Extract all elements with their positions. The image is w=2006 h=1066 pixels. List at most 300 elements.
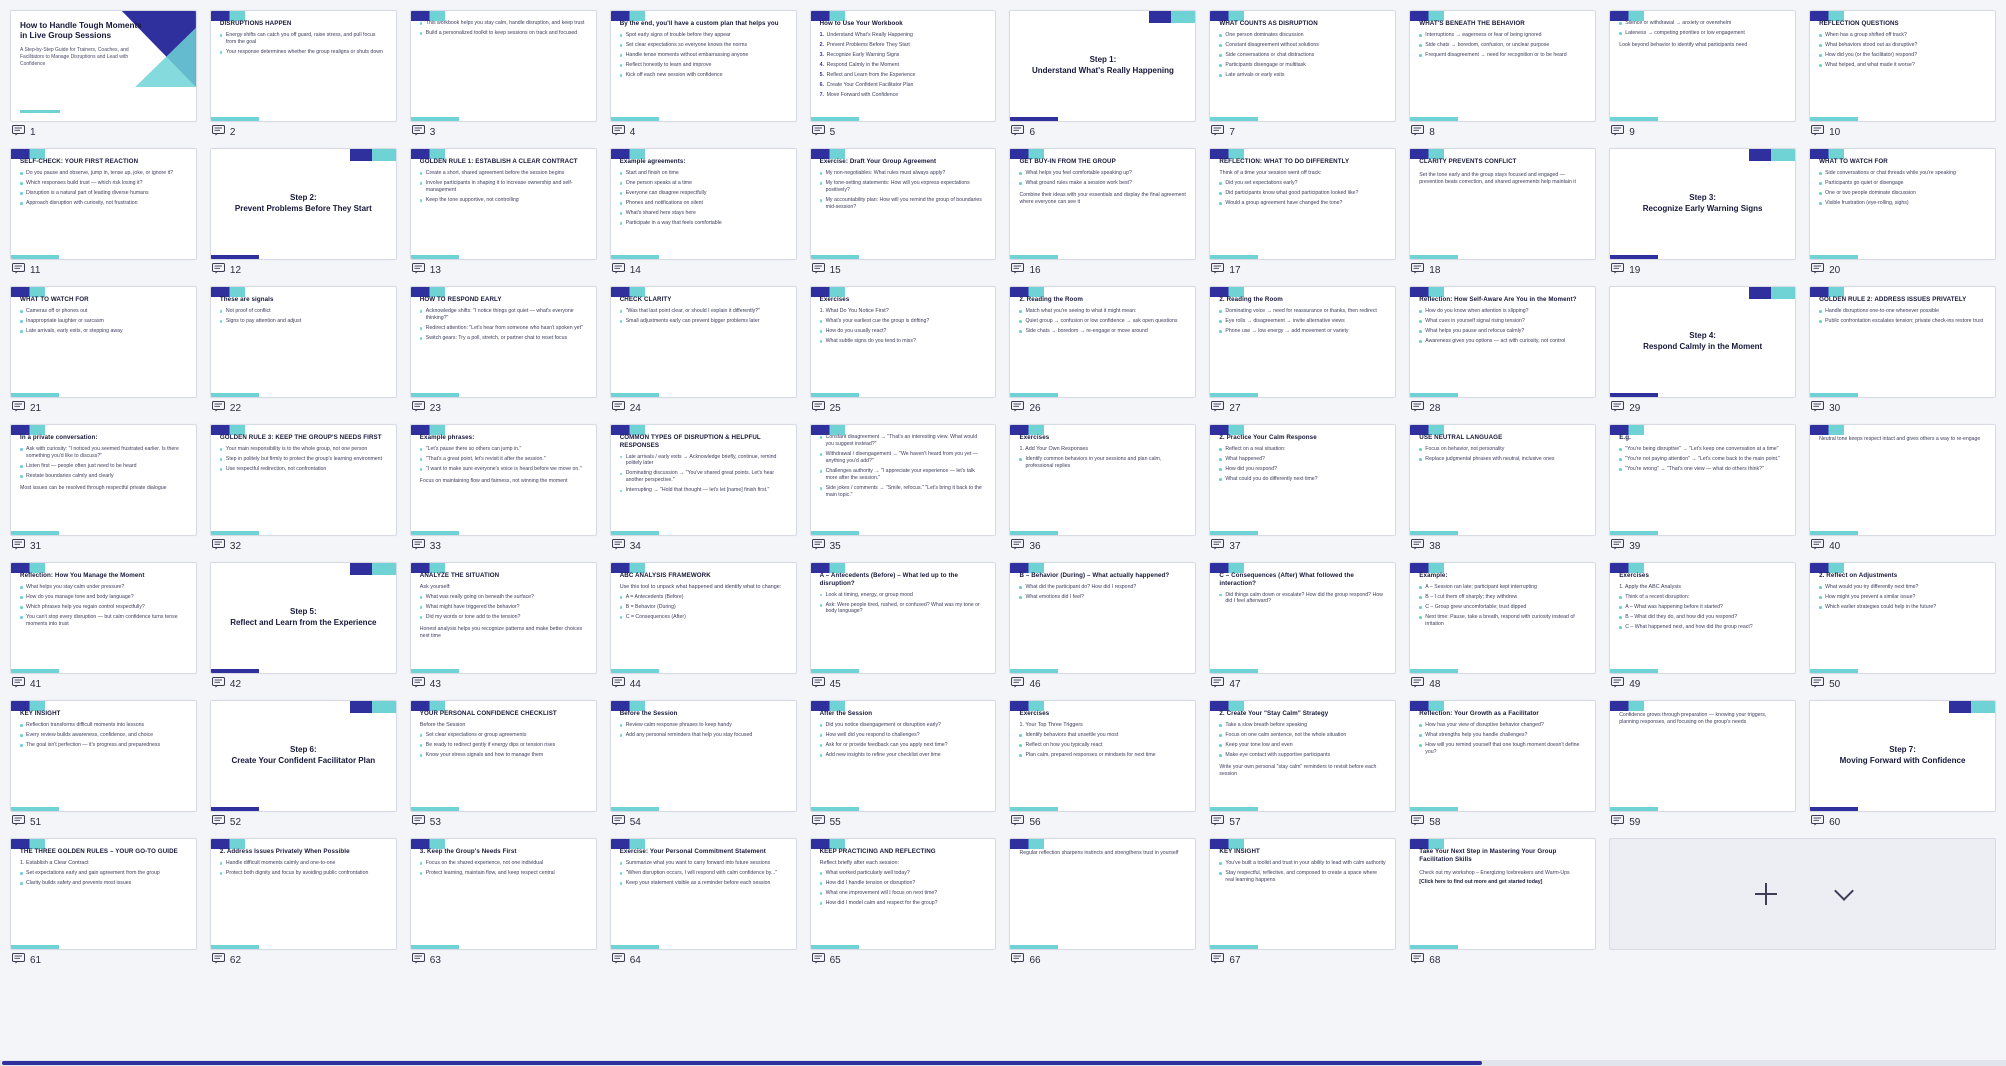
slide-thumbnail[interactable] (1409, 10, 1596, 122)
slide-cell[interactable] (410, 424, 597, 558)
slide-number: 24 (629, 402, 641, 414)
slide-cell[interactable] (1209, 838, 1396, 972)
slide-meta (210, 122, 397, 144)
comment-icon[interactable] (1811, 813, 1824, 831)
slide-title: HOW TO RESPOND EARLY (419, 296, 502, 303)
slide-cell[interactable] (210, 700, 397, 834)
slide-cell[interactable] (10, 10, 197, 144)
slide-thumbnail[interactable] (1209, 424, 1396, 536)
slide-thumbnail[interactable] (1609, 10, 1796, 122)
comment-icon[interactable] (1011, 813, 1024, 831)
slide-number: 43 (429, 678, 441, 690)
slide-meta (1809, 122, 1996, 144)
slide-meta (1809, 260, 1996, 282)
slide-thumbnail[interactable] (410, 148, 597, 260)
bullet-item: What behaviors stood out as disruptive? (1819, 42, 1986, 49)
bullet-item: Focus on behavior, not personality (1419, 446, 1586, 453)
slide-thumbnail[interactable] (1409, 838, 1596, 950)
slide-number: 63 (429, 954, 441, 966)
slide-cell[interactable] (810, 700, 997, 834)
slide-thumbnail[interactable] (610, 10, 797, 122)
slide-thumbnail[interactable] (610, 424, 797, 536)
comment-icon[interactable] (1411, 951, 1424, 969)
slide-subtitle: 1. Add Your Own Responses (1019, 445, 1089, 452)
slide-cell[interactable] (210, 148, 397, 282)
slide-thumbnail[interactable] (1009, 838, 1196, 950)
slide-cell[interactable] (1609, 700, 1796, 834)
slide-cell[interactable] (210, 838, 397, 972)
slide-cell[interactable] (610, 838, 797, 972)
bullet-item: Build a personalized toolkit to keep sessions on track and focused (420, 30, 587, 37)
bullet-item: Recognize Early Warning Signs (826, 51, 900, 58)
slide-thumbnail[interactable] (1409, 424, 1596, 536)
comment-icon[interactable] (1611, 261, 1624, 279)
slide-cell[interactable] (1009, 700, 1196, 834)
slide-thumbnail[interactable] (210, 10, 397, 122)
comment-icon[interactable] (1011, 675, 1024, 693)
comment-icon[interactable] (1211, 813, 1224, 831)
slide-cell[interactable] (1809, 700, 1996, 834)
bullet-item: Listen first — people often just need to be heard (20, 463, 187, 470)
comment-icon[interactable] (1811, 123, 1824, 141)
slide-cell[interactable] (610, 286, 797, 420)
slide-title: USE NEUTRAL LANGUAGE (1419, 434, 1503, 441)
scrollbar-thumb[interactable] (2, 1061, 1482, 1065)
comment-icon[interactable] (612, 951, 625, 969)
accent-bar (611, 117, 659, 121)
comment-icon[interactable] (1011, 537, 1024, 555)
slide-thumbnail[interactable] (810, 286, 997, 398)
comment-icon[interactable] (1811, 261, 1824, 279)
slide-thumbnail[interactable] (1409, 700, 1596, 812)
bullet-list (420, 20, 587, 40)
slide-cell[interactable] (610, 562, 797, 696)
slide-cell[interactable] (1809, 424, 1996, 558)
bullet-item: "I want to make sure everyone's voice is heard before we move on." (420, 466, 587, 473)
slide-title: 2. Reading the Room (1219, 296, 1283, 303)
slide-title: KEY INSIGHT (1219, 848, 1260, 855)
slide-thumbnail[interactable] (10, 562, 197, 674)
slide-thumbnail[interactable] (410, 562, 597, 674)
chevron-down-icon[interactable] (1834, 881, 1854, 901)
slide-thumbnail[interactable] (410, 286, 597, 398)
slide-note: Check out my workshop – Energizing Icebreakers and Warm-Ups (1419, 869, 1570, 876)
comment-icon[interactable] (812, 399, 825, 417)
comment-icon[interactable] (1811, 675, 1824, 693)
bullet-item: What one improvement will I focus on next time? (820, 890, 987, 897)
slide-cell[interactable] (1209, 10, 1396, 144)
slide-thumbnail[interactable] (10, 424, 197, 536)
slide-thumbnail[interactable] (1609, 286, 1796, 398)
bullet-item: Your main responsibility is to the whole group, not one person (220, 446, 387, 453)
slide-cell[interactable] (10, 700, 197, 834)
slide-cell[interactable] (1409, 286, 1596, 420)
slide-cell[interactable] (410, 286, 597, 420)
slide-number: 9 (1629, 126, 1635, 138)
comment-icon[interactable] (812, 951, 825, 969)
slide-thumbnail[interactable] (1209, 838, 1396, 950)
slide-cell[interactable] (210, 424, 397, 558)
comment-icon[interactable] (612, 537, 625, 555)
slide-title: KEY INSIGHT (20, 710, 61, 717)
comment-icon[interactable] (412, 399, 425, 417)
slide-grid (10, 10, 1996, 972)
slide-thumbnail[interactable] (1409, 286, 1596, 398)
comment-icon[interactable] (1211, 951, 1224, 969)
slide-cell[interactable] (1609, 10, 1796, 144)
bullet-list (420, 732, 587, 762)
comment-icon[interactable] (1611, 123, 1624, 141)
bullet-item: Lateness → competing priorities or low engagement (1619, 30, 1786, 37)
comment-icon[interactable] (12, 399, 25, 417)
slide-thumbnail[interactable] (1809, 286, 1996, 398)
slide-cell[interactable] (410, 148, 597, 282)
accent-bar (811, 531, 859, 535)
comment-icon[interactable] (1611, 537, 1624, 555)
accent-bar (1610, 807, 1658, 811)
slide-cell[interactable] (1809, 148, 1996, 282)
comment-icon[interactable] (412, 537, 425, 555)
bullet-item: Small adjustments early can prevent bigger problems later (620, 318, 787, 325)
comment-icon[interactable] (1011, 261, 1024, 279)
comment-icon[interactable] (12, 123, 25, 141)
add-slide-button[interactable] (1609, 838, 1996, 950)
slide-cell[interactable] (410, 10, 597, 144)
slide-thumbnail[interactable] (1209, 700, 1396, 812)
accent-bar (1810, 807, 1858, 811)
slide-number: 59 (1629, 816, 1641, 828)
slide-thumbnail[interactable] (1009, 424, 1196, 536)
slide-thumbnail[interactable] (1809, 700, 1996, 812)
comment-icon[interactable] (212, 399, 225, 417)
bullet-item: Participants go quiet or disengage (1819, 180, 1986, 187)
slide-thumbnail[interactable] (1809, 424, 1996, 536)
comment-icon[interactable] (1611, 813, 1624, 831)
comment-icon[interactable] (12, 951, 25, 969)
slide-cell[interactable] (410, 700, 597, 834)
comment-icon[interactable] (1211, 399, 1224, 417)
bullet-item: "That's a great point, let's revisit it after the session." (420, 456, 587, 463)
slide-cell[interactable] (810, 562, 997, 696)
slide-cell[interactable] (10, 562, 197, 696)
slide-thumbnail[interactable] (1009, 286, 1196, 398)
slide-number: 13 (429, 264, 441, 276)
slide-thumbnail[interactable] (210, 424, 397, 536)
comment-icon[interactable] (1811, 399, 1824, 417)
slide-cell[interactable] (1009, 286, 1196, 420)
comment-icon[interactable] (12, 537, 25, 555)
slide-meta (210, 536, 397, 558)
comment-icon[interactable] (412, 813, 425, 831)
comment-icon[interactable] (1411, 261, 1424, 279)
slide-cell[interactable] (1009, 10, 1196, 144)
bullet-list (1019, 732, 1186, 762)
bullet-item: Set clear expectations or group agreements (420, 732, 587, 739)
slide-meta (1009, 812, 1196, 834)
slide-thumbnail[interactable] (610, 286, 797, 398)
slide-thumbnail[interactable] (1409, 562, 1596, 674)
slide-thumbnail[interactable] (1609, 148, 1796, 260)
slide-cell[interactable] (810, 424, 997, 558)
slide-cell[interactable] (1809, 562, 1996, 696)
slide-thumbnail[interactable] (1209, 562, 1396, 674)
comment-icon[interactable] (1811, 537, 1824, 555)
slide-title: Exercises (1019, 434, 1050, 441)
comment-icon[interactable] (1011, 123, 1024, 141)
bullet-item: Protect learning, maintain flow, and keep respect central (420, 870, 587, 877)
comment-icon[interactable] (612, 813, 625, 831)
comment-icon[interactable] (612, 675, 625, 693)
accent-bar (1010, 117, 1058, 121)
comment-icon[interactable] (212, 537, 225, 555)
bullet-item: Did participants know what good participation looked like? (1219, 190, 1386, 197)
bullet-item: Not proof of conflict (220, 308, 387, 315)
slide-thumbnail[interactable] (1209, 10, 1396, 122)
slide-cell[interactable] (810, 10, 997, 144)
slide-cell[interactable] (10, 286, 197, 420)
slide-thumbnail[interactable] (1009, 700, 1196, 812)
slide-number: 2 (229, 126, 236, 138)
slide-thumbnail[interactable] (10, 148, 197, 260)
slide-cell[interactable] (610, 424, 797, 558)
slide-cell[interactable] (1409, 838, 1596, 972)
slide-number: 25 (829, 402, 841, 414)
comment-icon[interactable] (1211, 675, 1224, 693)
slide-cell[interactable] (810, 838, 997, 972)
slide-cell[interactable] (1609, 148, 1796, 282)
slide-thumbnail[interactable] (610, 562, 797, 674)
comment-icon[interactable] (12, 813, 25, 831)
comment-icon[interactable] (212, 675, 225, 693)
comment-icon[interactable] (1411, 123, 1424, 141)
slide-cell[interactable] (610, 700, 797, 834)
slide-thumbnail[interactable] (210, 838, 397, 950)
slide-cell[interactable] (1009, 562, 1196, 696)
slide-thumbnail[interactable] (610, 838, 797, 950)
slide-thumbnail[interactable] (1809, 562, 1996, 674)
add-slide-cell[interactable] (1609, 838, 1996, 972)
slide-thumbnail[interactable] (610, 700, 797, 812)
accent-bar (11, 531, 59, 535)
bullet-item: Ask for or provide feedback can you apply next time? (820, 742, 987, 749)
slide-cell[interactable] (210, 10, 397, 144)
slide-cell[interactable] (1409, 148, 1596, 282)
slide-cell[interactable] (1409, 424, 1596, 558)
slide-meta (210, 950, 397, 972)
slide-thumbnail[interactable] (410, 838, 597, 950)
comment-icon[interactable] (1211, 261, 1224, 279)
bullet-item: Replace judgmental phrases with neutral, inclusive ones (1419, 456, 1586, 463)
slide-thumbnail[interactable] (1809, 10, 1996, 122)
slide-cell[interactable] (1609, 562, 1796, 696)
accent-bar (1410, 945, 1458, 949)
slide-title: REFLECTION: WHAT TO DO DIFFERENTLY (1219, 158, 1350, 165)
comment-icon[interactable] (1211, 537, 1224, 555)
slide-thumbnail[interactable] (210, 562, 397, 674)
slide-cell[interactable] (1809, 10, 1996, 144)
comment-icon[interactable] (812, 123, 825, 141)
slide-cell[interactable] (1009, 838, 1196, 972)
slide-thumbnail[interactable] (210, 700, 397, 812)
comment-icon[interactable] (612, 399, 625, 417)
comment-icon[interactable] (1211, 123, 1224, 141)
slide-meta (1009, 536, 1196, 558)
slide-cell[interactable] (10, 148, 197, 282)
slide-thumbnail[interactable] (810, 10, 997, 122)
comment-icon[interactable] (612, 123, 625, 141)
comment-icon[interactable] (12, 675, 25, 693)
slide-number: 29 (1629, 402, 1641, 414)
slide-thumbnail[interactable] (10, 838, 197, 950)
bullet-item: Constant disagreement → "That's an interesting view. What would you suggest instead?" (820, 434, 987, 448)
comment-icon[interactable] (212, 123, 225, 141)
bullet-item: What helps you pause and refocus calmly? (1419, 328, 1586, 335)
bullet-item: What happened? (1219, 456, 1386, 463)
slide-thumbnail[interactable] (1809, 148, 1996, 260)
slide-title: Before the Session (619, 710, 678, 717)
step-eyebrow: Step 5: (290, 607, 317, 617)
comment-icon[interactable] (1611, 399, 1624, 417)
slide-thumbnail[interactable] (1009, 148, 1196, 260)
slide-thumbnail[interactable] (410, 10, 597, 122)
slide-cell[interactable] (210, 286, 397, 420)
slide-cell[interactable] (610, 148, 797, 282)
slide-cell[interactable] (1409, 700, 1596, 834)
slide-cell[interactable] (1809, 286, 1996, 420)
slide-cell[interactable] (1409, 562, 1596, 696)
slide-cell[interactable] (10, 838, 197, 972)
bullet-item: Late arrivals, early exits, or stepping away (20, 328, 187, 335)
slide-thumbnail[interactable] (10, 700, 197, 812)
slide-thumbnail[interactable] (810, 838, 997, 950)
bullet-item: Did you set expectations early? (1219, 180, 1386, 187)
comment-icon[interactable] (212, 951, 225, 969)
slide-thumbnail[interactable] (410, 424, 597, 536)
slide-thumbnail[interactable] (1609, 424, 1796, 536)
bullet-item: Focus on one calm sentence, not the whole situation (1219, 732, 1386, 739)
slide-cell[interactable] (10, 424, 197, 558)
slide-cell[interactable] (1009, 148, 1196, 282)
bullet-item: Frequent disagreement → need for recognition or to be heard (1419, 52, 1586, 59)
slide-cta[interactable]: [Click here to find out more and get started today] (1419, 878, 1543, 885)
accent-bar (1410, 255, 1458, 259)
slide-thumbnail[interactable] (1609, 562, 1796, 674)
bullet-item: This workbook helps you stay calm, handle disruption, and keep trust (420, 20, 587, 27)
plus-icon[interactable] (1755, 883, 1777, 905)
comment-icon[interactable] (212, 261, 225, 279)
slide-title: GET BUY-IN FROM THE GROUP (1019, 158, 1116, 165)
bullet-item: Redirect attention: "Let's hear from someone who hasn't spoken yet" (420, 325, 587, 332)
slide-cell[interactable] (410, 838, 597, 972)
comment-icon[interactable] (1411, 537, 1424, 555)
slide-number: 51 (30, 816, 42, 828)
bullet-item: What subtle signs do you tend to miss? (820, 338, 987, 345)
slide-cell[interactable] (1209, 700, 1396, 834)
slide-cell[interactable] (210, 562, 397, 696)
slide-cell[interactable] (1209, 148, 1396, 282)
slide-cell[interactable] (1009, 424, 1196, 558)
comment-icon[interactable] (1411, 399, 1424, 417)
slide-cell[interactable] (1609, 286, 1796, 420)
comment-icon[interactable] (1011, 399, 1024, 417)
slide-cell[interactable] (1209, 286, 1396, 420)
bullet-item: How do you manage tone and body language? (20, 594, 187, 601)
slide-number: 67 (1229, 954, 1241, 966)
comment-icon[interactable] (812, 537, 825, 555)
slide-title: ANALYZE THE SITUATION (419, 572, 500, 579)
slide-title: These are signals (219, 296, 274, 303)
slide-cell[interactable] (1409, 10, 1596, 144)
slide-note: Confidence grows through preparation — knowing your triggers, planning responses, and focusing on the group's needs (1619, 712, 1767, 726)
slide-cell[interactable] (610, 10, 797, 144)
slide-title: C – Consequences (After) What followed the interaction? (1219, 572, 1354, 587)
bullet-list (20, 584, 187, 631)
bullet-item: Prevent Problems Before They Start (826, 41, 910, 48)
bullet-item: Keep your statement visible as a reminder before each session (620, 880, 787, 887)
slide-cell[interactable] (810, 148, 997, 282)
slide-thumbnail[interactable] (10, 10, 197, 122)
slide-thumbnail[interactable] (1609, 700, 1796, 812)
comment-icon[interactable] (212, 813, 225, 831)
slide-cell[interactable] (1209, 562, 1396, 696)
comment-icon[interactable] (1611, 675, 1624, 693)
slide-thumbnail[interactable] (810, 700, 997, 812)
comment-icon[interactable] (12, 261, 25, 279)
bullet-item: When has a group shifted off track? (1819, 32, 1986, 39)
comment-icon[interactable] (412, 951, 425, 969)
comment-icon[interactable] (812, 261, 825, 279)
comment-icon[interactable] (812, 675, 825, 693)
slide-cell[interactable] (810, 286, 997, 420)
bullet-list (1419, 308, 1586, 348)
bullet-item: Phone use → low energy → add movement or variety (1219, 328, 1386, 335)
comment-icon[interactable] (812, 813, 825, 831)
slide-thumbnail[interactable] (1009, 10, 1196, 122)
accent-bar (1210, 945, 1258, 949)
comment-icon[interactable] (1411, 813, 1424, 831)
slide-thumbnail[interactable] (810, 562, 997, 674)
bullet-item: What cues in yourself signal rising tension? (1419, 318, 1586, 325)
slide-cell[interactable] (1609, 424, 1796, 558)
accent-bar (811, 807, 859, 811)
slide-cell[interactable] (1209, 424, 1396, 558)
slide-meta (1009, 260, 1196, 282)
slide-thumbnail[interactable] (610, 148, 797, 260)
comment-icon[interactable] (1011, 951, 1024, 969)
comment-icon[interactable] (612, 261, 625, 279)
bullet-list (820, 170, 987, 214)
accent-bar (411, 807, 459, 811)
slide-thumbnail[interactable] (1009, 562, 1196, 674)
slide-thumbnail[interactable] (1209, 148, 1396, 260)
slide-thumbnail[interactable] (1409, 148, 1596, 260)
slide-thumbnail[interactable] (10, 286, 197, 398)
slide-thumbnail[interactable] (210, 148, 397, 260)
comment-icon[interactable] (412, 675, 425, 693)
horizontal-scrollbar[interactable] (0, 1060, 2006, 1066)
slide-thumbnail[interactable] (1209, 286, 1396, 398)
comment-icon[interactable] (412, 123, 425, 141)
comment-icon[interactable] (412, 261, 425, 279)
step-eyebrow: Step 3: (1689, 193, 1716, 203)
slide-thumbnail[interactable] (210, 286, 397, 398)
slide-thumbnail[interactable] (810, 424, 997, 536)
slide-thumbnail[interactable] (810, 148, 997, 260)
slide-cell[interactable] (410, 562, 597, 696)
accent-bar (1210, 807, 1258, 811)
comment-icon[interactable] (1411, 675, 1424, 693)
slide-thumbnail[interactable] (410, 700, 597, 812)
